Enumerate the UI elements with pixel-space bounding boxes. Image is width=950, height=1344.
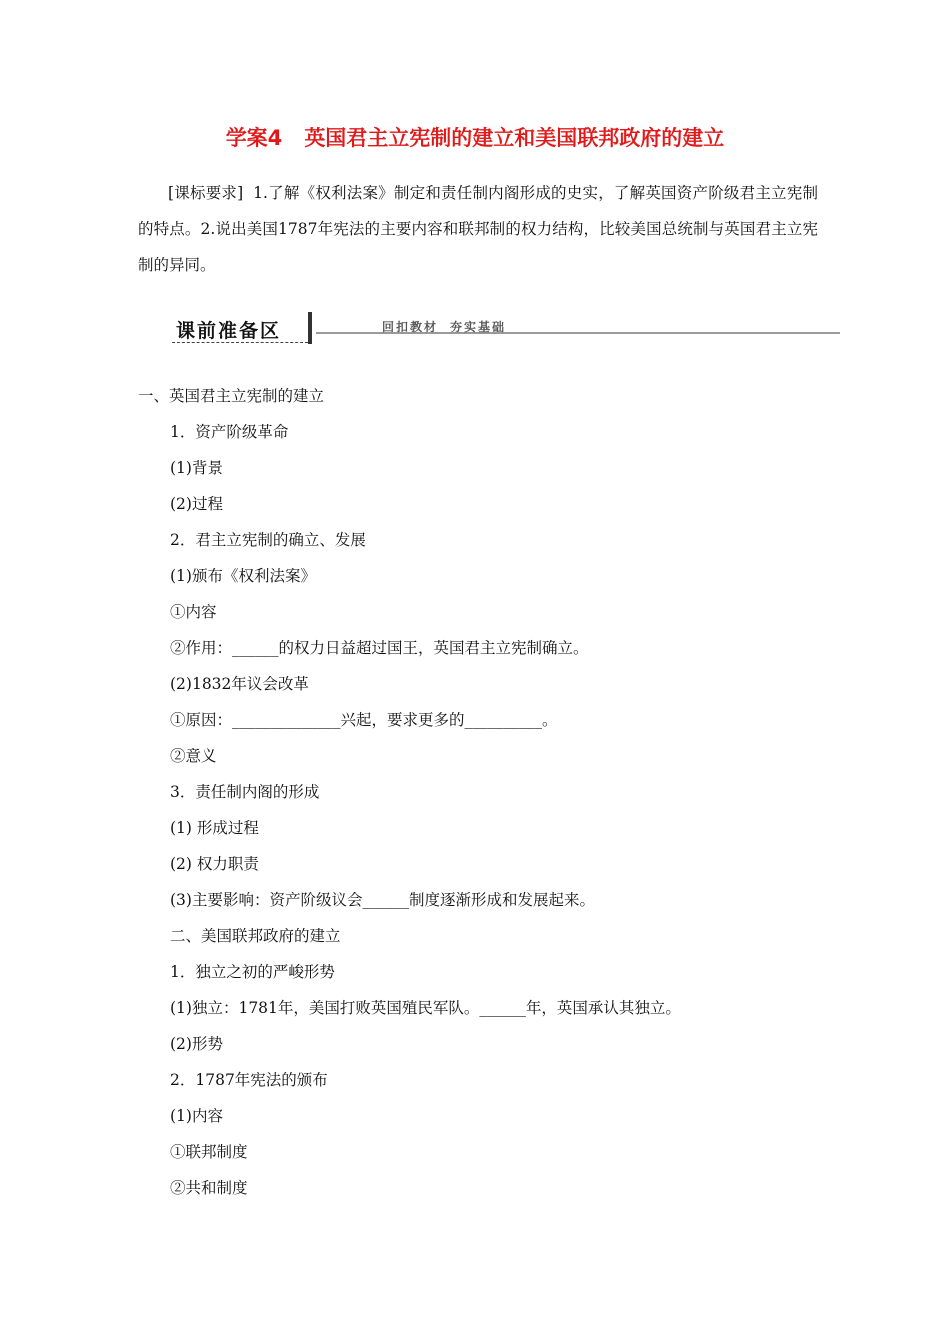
outline-item: (2)1832年议会改革	[170, 675, 309, 693]
requirements-tag: [课标要求]	[168, 184, 244, 202]
outline-item: (1)背景	[170, 459, 223, 477]
requirements-text: 1.了解《权利法案》制定和责任制内阁形成的史实，了解英国资产阶级君主立宪制的特点。2.说出美国1787年宪法的主要内容和联邦制的权力结构，比较美国总统制与英国君主立宪制的异同。	[138, 184, 818, 274]
outline-item: (2) 权力职责	[170, 855, 259, 873]
outline-item: (1) 形成过程	[170, 819, 259, 837]
outline-item: ②意义	[170, 747, 217, 765]
banner-title: 课前准备区	[176, 320, 282, 342]
section-banner	[170, 312, 840, 346]
outline-item: 2．君主立宪制的确立、发展	[170, 531, 366, 549]
outline-item: 2．1787年宪法的颁布	[170, 1071, 328, 1089]
curriculum-requirements	[138, 175, 818, 283]
banner-subtitle	[382, 318, 506, 335]
outline-item: (1)颁布《权利法案》	[170, 567, 316, 585]
fill-in-blank-item: (3)主要影响：资产阶级议会______制度逐渐形成和发展起来。	[170, 891, 595, 909]
section-heading-2: 二、美国联邦政府的建立	[170, 927, 341, 945]
outline-item: 3．责任制内阁的形成	[170, 783, 320, 801]
fill-in-blank-item: (1)独立：1781年，美国打败英国殖民军队。______年，英国承认其独立。	[170, 999, 681, 1017]
title-case-number: 学案4	[225, 126, 283, 150]
outline-item: ①联邦制度	[170, 1143, 248, 1161]
title-main: 英国君主立宪制的建立和美国联邦政府的建立	[304, 126, 725, 150]
section-heading-1: 一、英国君主立宪制的建立	[138, 387, 325, 405]
banner-dashed-underline	[172, 342, 308, 343]
fill-in-blank-item: ①原因：______________兴起，要求更多的__________。	[170, 711, 558, 729]
outline-content	[0, 378, 950, 1206]
banner-divider-bar	[308, 312, 312, 344]
banner-subtitle-a: 回扣教材	[382, 320, 439, 334]
outline-item: (2)形势	[170, 1035, 223, 1053]
banner-subtitle-b: 夯实基础	[450, 320, 507, 334]
outline-item: ①内容	[170, 603, 217, 621]
outline-item: 1．资产阶级革命	[170, 423, 289, 441]
fill-in-blank-item: ②作用：______的权力日益超过国王，英国君主立宪制确立。	[170, 639, 589, 657]
outline-item: 1．独立之初的严峻形势	[170, 963, 335, 981]
outline-item: ②共和制度	[170, 1179, 248, 1197]
outline-item: (2)过程	[170, 495, 223, 513]
document-title	[0, 122, 950, 152]
outline-item: (1)内容	[170, 1107, 223, 1125]
